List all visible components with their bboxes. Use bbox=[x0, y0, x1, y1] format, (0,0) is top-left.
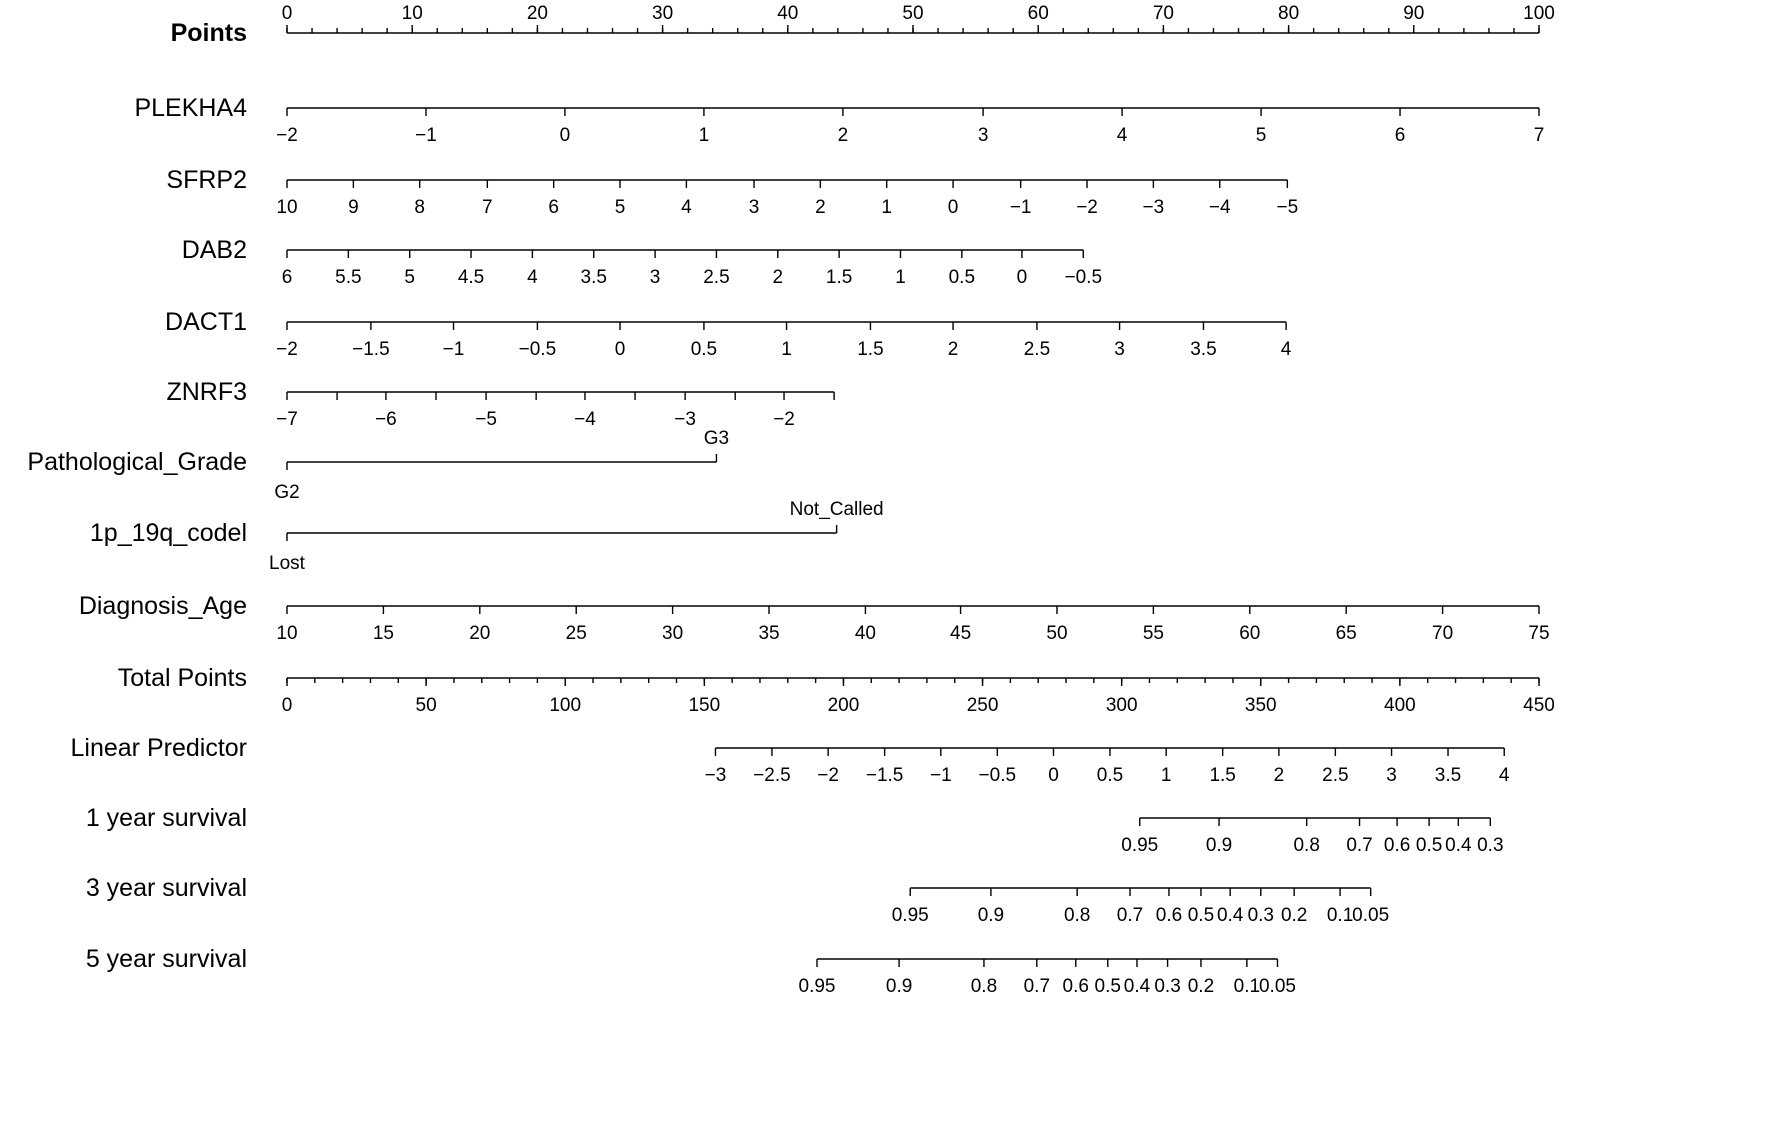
tick-label-plekha4: 3 bbox=[977, 125, 989, 146]
tick-label-dab2: 5 bbox=[404, 267, 415, 288]
tick-label-1-year-survival: 0.7 bbox=[1346, 835, 1373, 856]
tick-label-plekha4: 0 bbox=[559, 125, 571, 146]
tick-label-total-points: 250 bbox=[966, 695, 999, 716]
tick-label-plekha4: 1 bbox=[698, 125, 710, 146]
tick-label-dab2: 4 bbox=[527, 267, 538, 288]
tick-label-5-year-survival: 0.95 bbox=[798, 976, 836, 997]
tick-label-3-year-survival: 0.2 bbox=[1280, 905, 1308, 926]
tick-label-diagnosis-age: 70 bbox=[1432, 623, 1454, 644]
tick-label-dact1: 0 bbox=[614, 339, 626, 360]
tick-label-diagnosis-age: 60 bbox=[1239, 623, 1261, 644]
tick-label-diagnosis-age: 65 bbox=[1335, 623, 1357, 644]
tick-label-3-year-survival: 0.4 bbox=[1216, 905, 1244, 926]
tick-label-points: 50 bbox=[902, 3, 924, 24]
tick-label-sfrp2: 3 bbox=[748, 197, 760, 218]
tick-label-dab2: 5.5 bbox=[335, 267, 362, 288]
tick-label-sfrp2: 0 bbox=[947, 197, 959, 218]
tick-label-3-year-survival: 0.1 bbox=[1326, 905, 1354, 926]
row-sfrp2 bbox=[166, 166, 1298, 218]
tick-label-linear-predictor: −2 bbox=[817, 765, 839, 786]
row-label-znrf3: ZNRF3 bbox=[166, 378, 247, 406]
tick-label-znrf3: −6 bbox=[375, 409, 397, 430]
tick-label-dact1: 3 bbox=[1114, 339, 1125, 360]
tick-label-diagnosis-age: 40 bbox=[854, 623, 876, 644]
tick-label-diagnosis-age: 55 bbox=[1142, 623, 1164, 644]
row-total-points bbox=[118, 664, 1555, 716]
tick-label-sfrp2: −4 bbox=[1208, 197, 1231, 218]
tick-label-dab2: 4.5 bbox=[457, 267, 485, 288]
tick-label-5-year-survival: 0.4 bbox=[1123, 976, 1151, 997]
tick-label-dab2: 1 bbox=[895, 267, 906, 288]
tick-label-1-year-survival: 0.5 bbox=[1415, 835, 1443, 856]
tick-label-dact1: −1.5 bbox=[352, 339, 390, 360]
tick-label-dab2: 1.5 bbox=[825, 267, 853, 288]
tick-label-dact1: −2 bbox=[276, 339, 298, 360]
tick-label-5-year-survival: 0.9 bbox=[885, 976, 913, 997]
tick-label-sfrp2: −5 bbox=[1276, 197, 1299, 218]
tick-label-3-year-survival: 0.3 bbox=[1247, 905, 1274, 926]
level-label-g2: G2 bbox=[274, 482, 300, 503]
tick-label-dact1: 0.5 bbox=[690, 339, 718, 360]
tick-label-linear-predictor: 0 bbox=[1048, 765, 1059, 786]
tick-label-1-year-survival: 0.6 bbox=[1383, 835, 1411, 856]
row-label-dact1: DACT1 bbox=[165, 308, 247, 336]
tick-label-diagnosis-age: 45 bbox=[950, 623, 972, 644]
tick-label-3-year-survival: 0.8 bbox=[1063, 905, 1091, 926]
tick-label-znrf3: −4 bbox=[574, 409, 596, 430]
tick-label-dact1: −0.5 bbox=[518, 339, 557, 360]
tick-label-plekha4: −2 bbox=[276, 125, 298, 146]
row-label-sfrp2: SFRP2 bbox=[166, 166, 247, 194]
tick-label-sfrp2: 8 bbox=[414, 197, 426, 218]
tick-label-linear-predictor: −3 bbox=[704, 765, 727, 786]
tick-label-sfrp2: 2 bbox=[815, 197, 826, 218]
tick-label-diagnosis-age: 35 bbox=[758, 623, 780, 644]
row-label-diagnosis-age: Diagnosis_Age bbox=[78, 592, 247, 620]
tick-label-plekha4: 5 bbox=[1255, 125, 1267, 146]
tick-label-dab2: 6 bbox=[281, 267, 293, 288]
tick-label-dab2: 2 bbox=[772, 267, 784, 288]
tick-label-znrf3: −2 bbox=[773, 409, 795, 430]
tick-label-1-year-survival: 0.95 bbox=[1121, 835, 1159, 856]
row-label-3-year-survival: 3 year survival bbox=[85, 874, 247, 902]
tick-label-diagnosis-age: 10 bbox=[276, 623, 298, 644]
tick-label-dact1: 2.5 bbox=[1023, 339, 1051, 360]
tick-label-points: 90 bbox=[1403, 3, 1425, 24]
tick-label-total-points: 450 bbox=[1523, 695, 1555, 716]
row-5-year-survival bbox=[86, 945, 1296, 997]
level-label-g3: G3 bbox=[703, 428, 730, 449]
row-1-year-survival bbox=[86, 804, 1504, 856]
row-label-points: Points bbox=[170, 19, 247, 47]
tick-label-5-year-survival: 0.3 bbox=[1154, 976, 1181, 997]
tick-label-points: 0 bbox=[281, 3, 293, 24]
row-diagnosis-age bbox=[79, 592, 1550, 644]
tick-label-plekha4: −1 bbox=[415, 125, 437, 146]
tick-label-linear-predictor: 1 bbox=[1160, 765, 1172, 786]
tick-label-total-points: 0 bbox=[281, 695, 293, 716]
row-3-year-survival bbox=[86, 874, 1389, 926]
tick-label-plekha4: 4 bbox=[1116, 125, 1128, 146]
tick-label-dab2: 2.5 bbox=[703, 267, 730, 288]
tick-label-znrf3: −5 bbox=[475, 409, 497, 430]
tick-label-znrf3: −7 bbox=[276, 409, 298, 430]
tick-label-sfrp2: 4 bbox=[681, 197, 692, 218]
tick-label-znrf3: −3 bbox=[674, 409, 696, 430]
tick-label-points: 10 bbox=[401, 3, 423, 24]
tick-label-diagnosis-age: 25 bbox=[565, 623, 587, 644]
tick-label-1-year-survival: 0.4 bbox=[1445, 835, 1472, 856]
row-linear-predictor bbox=[71, 734, 1510, 786]
tick-label-sfrp2: 1 bbox=[881, 197, 892, 218]
tick-label-dab2: 0 bbox=[1016, 267, 1028, 288]
tick-label-sfrp2: −1 bbox=[1009, 197, 1032, 218]
tick-label-1-year-survival: 0.9 bbox=[1205, 835, 1233, 856]
tick-label-1-year-survival: 0.3 bbox=[1477, 835, 1504, 856]
tick-label-sfrp2: −3 bbox=[1142, 197, 1165, 218]
tick-label-dact1: 2 bbox=[947, 339, 959, 360]
tick-label-points: 20 bbox=[526, 3, 548, 24]
row-znrf3 bbox=[166, 378, 834, 430]
tick-label-plekha4: 7 bbox=[1533, 125, 1545, 146]
tick-label-total-points: 150 bbox=[688, 695, 721, 716]
tick-label-total-points: 350 bbox=[1244, 695, 1277, 716]
row-dab2 bbox=[182, 236, 1102, 288]
tick-label-dact1: 3.5 bbox=[1190, 339, 1217, 360]
row-label-5-year-survival: 5 year survival bbox=[85, 945, 247, 973]
tick-label-linear-predictor: 3 bbox=[1386, 765, 1397, 786]
row-pathological-grade bbox=[27, 428, 729, 503]
row-dact1 bbox=[165, 308, 1292, 360]
tick-label-points: 30 bbox=[652, 3, 674, 24]
tick-label-linear-predictor: 2 bbox=[1273, 765, 1285, 786]
tick-label-points: 100 bbox=[1523, 3, 1555, 24]
tick-label-diagnosis-age: 75 bbox=[1528, 623, 1550, 644]
tick-label-linear-predictor: −1 bbox=[929, 765, 952, 786]
tick-label-linear-predictor: −0.5 bbox=[978, 765, 1017, 786]
tick-label-total-points: 50 bbox=[415, 695, 437, 716]
tick-label-1-year-survival: 0.8 bbox=[1293, 835, 1320, 856]
tick-label-plekha4: 6 bbox=[1394, 125, 1406, 146]
tick-label-linear-predictor: −1.5 bbox=[865, 765, 904, 786]
tick-label-dact1: −1 bbox=[442, 339, 465, 360]
row-1p-19q-codel bbox=[90, 499, 884, 574]
tick-label-plekha4: 2 bbox=[837, 125, 849, 146]
row-label-1p-19q-codel: 1p_19q_codel bbox=[89, 519, 247, 547]
tick-label-points: 60 bbox=[1027, 3, 1049, 24]
tick-label-total-points: 300 bbox=[1105, 695, 1138, 716]
tick-label-sfrp2: 7 bbox=[482, 197, 493, 218]
row-points bbox=[171, 3, 1555, 47]
tick-label-diagnosis-age: 50 bbox=[1046, 623, 1068, 644]
row-plekha4 bbox=[134, 94, 1544, 146]
tick-label-dact1: 1.5 bbox=[857, 339, 884, 360]
row-label-plekha4: PLEKHA4 bbox=[134, 94, 247, 122]
tick-label-dab2: 0.5 bbox=[948, 267, 976, 288]
tick-label-5-year-survival: 0.6 bbox=[1062, 976, 1089, 997]
level-label-lost: Lost bbox=[269, 553, 305, 574]
tick-label-3-year-survival: 0.05 bbox=[1352, 905, 1390, 926]
tick-label-3-year-survival: 0.5 bbox=[1187, 905, 1215, 926]
tick-label-diagnosis-age: 30 bbox=[662, 623, 684, 644]
tick-label-5-year-survival: 0.5 bbox=[1094, 976, 1121, 997]
tick-label-sfrp2: −2 bbox=[1076, 197, 1098, 218]
row-label-dab2: DAB2 bbox=[181, 236, 247, 264]
row-label-pathological-grade: Pathological_Grade bbox=[27, 448, 247, 476]
tick-label-total-points: 100 bbox=[549, 695, 582, 716]
tick-label-dab2: −0.5 bbox=[1064, 267, 1103, 288]
tick-label-5-year-survival: 0.2 bbox=[1187, 976, 1215, 997]
tick-label-linear-predictor: 2.5 bbox=[1322, 765, 1349, 786]
tick-label-sfrp2: 9 bbox=[348, 197, 359, 218]
tick-label-3-year-survival: 0.7 bbox=[1116, 905, 1144, 926]
tick-label-3-year-survival: 0.6 bbox=[1155, 905, 1183, 926]
tick-label-linear-predictor: 3.5 bbox=[1434, 765, 1462, 786]
tick-label-points: 70 bbox=[1152, 3, 1174, 24]
tick-label-linear-predictor: 0.5 bbox=[1096, 765, 1124, 786]
tick-label-3-year-survival: 0.9 bbox=[977, 905, 1005, 926]
tick-label-5-year-survival: 0.1 bbox=[1233, 976, 1261, 997]
tick-label-dab2: 3.5 bbox=[580, 267, 607, 288]
tick-label-dact1: 4 bbox=[1280, 339, 1292, 360]
tick-label-sfrp2: 5 bbox=[614, 197, 626, 218]
tick-label-sfrp2: 6 bbox=[548, 197, 559, 218]
tick-label-dab2: 3 bbox=[649, 267, 661, 288]
tick-label-3-year-survival: 0.95 bbox=[891, 905, 929, 926]
row-label-total-points: Total Points bbox=[117, 664, 247, 692]
tick-label-linear-predictor: 1.5 bbox=[1209, 765, 1236, 786]
tick-label-5-year-survival: 0.05 bbox=[1258, 976, 1296, 997]
tick-label-5-year-survival: 0.8 bbox=[970, 976, 998, 997]
tick-label-total-points: 400 bbox=[1384, 695, 1416, 716]
row-label-linear-predictor: Linear Predictor bbox=[70, 734, 247, 762]
tick-label-points: 80 bbox=[1278, 3, 1300, 24]
tick-label-sfrp2: 10 bbox=[276, 197, 298, 218]
tick-label-linear-predictor: 4 bbox=[1498, 765, 1510, 786]
tick-label-diagnosis-age: 15 bbox=[372, 623, 394, 644]
row-label-1-year-survival: 1 year survival bbox=[85, 804, 247, 832]
level-label-not-called: Not_Called bbox=[789, 499, 884, 520]
tick-label-5-year-survival: 0.7 bbox=[1023, 976, 1051, 997]
tick-label-diagnosis-age: 20 bbox=[469, 623, 491, 644]
tick-label-total-points: 200 bbox=[827, 695, 860, 716]
tick-label-points: 40 bbox=[777, 3, 799, 24]
tick-label-dact1: 1 bbox=[781, 339, 792, 360]
tick-label-linear-predictor: −2.5 bbox=[753, 765, 791, 786]
